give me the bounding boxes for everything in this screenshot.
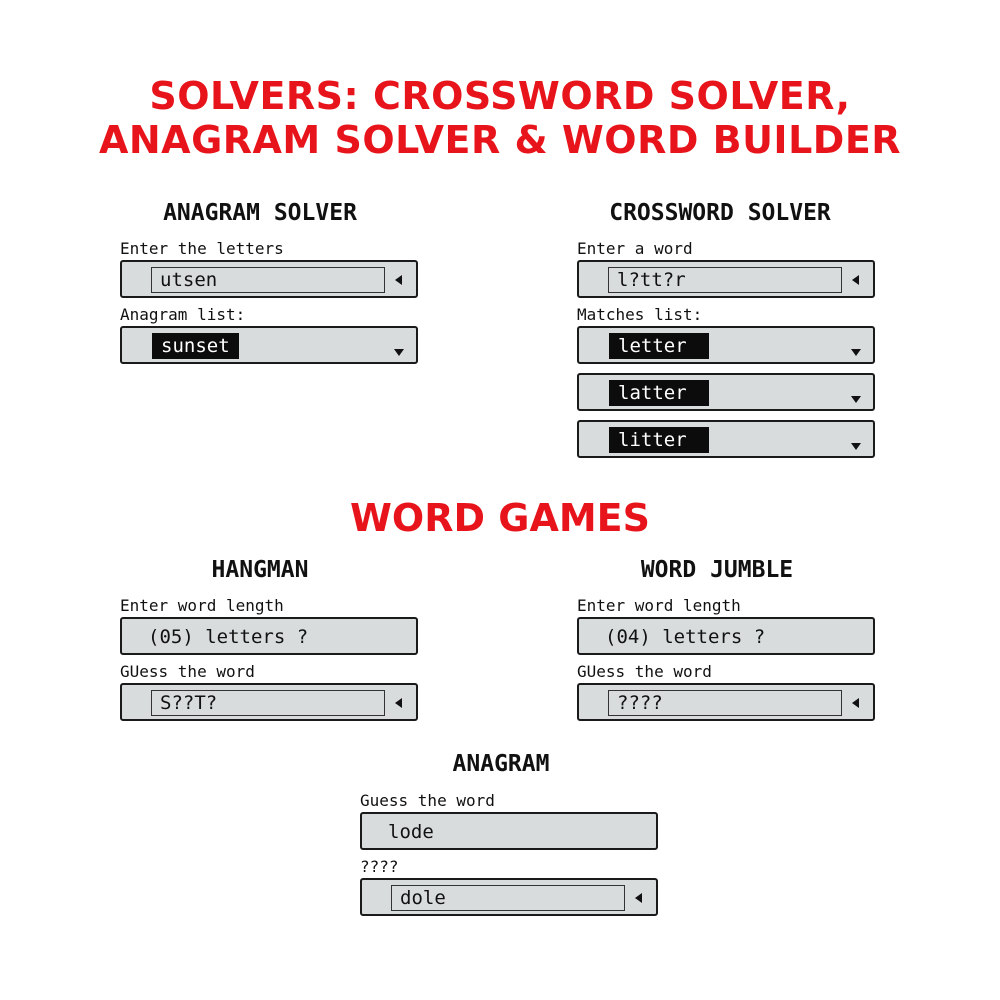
word-jumble-length-box (577, 617, 875, 655)
word-jumble-guess-input[interactable]: ???? (608, 690, 842, 716)
crossword-solver-title: CROSSWORD SOLVER (609, 200, 831, 226)
word-jumble-guess-box (577, 683, 875, 721)
hangman-length-box (120, 617, 418, 655)
chevron-down-icon[interactable] (851, 396, 861, 403)
anagram-game-guess-box (360, 812, 658, 850)
anagram-solver-title: ANAGRAM SOLVER (163, 200, 357, 226)
word-jumble-guess-label: GUess the word (577, 662, 712, 681)
match-result-item[interactable]: litter (609, 427, 709, 453)
hangman-guess-box (120, 683, 418, 721)
crossword-input-label: Enter a word (577, 239, 693, 258)
anagram-game-title: ANAGRAM (452, 751, 550, 777)
anagram-list-label: Anagram list: (120, 305, 246, 324)
arrow-left-icon[interactable] (395, 698, 402, 708)
matches-dropdown-1[interactable] (577, 326, 875, 364)
match-result-item[interactable]: letter (609, 333, 709, 359)
anagram-solver-input-label: Enter the letters (120, 239, 284, 258)
anagram-game-answer-label: ???? (360, 857, 399, 876)
word-jumble-length-value[interactable]: (04) letters ? (605, 626, 766, 648)
matches-dropdown-2[interactable] (577, 373, 875, 411)
matches-dropdown-3[interactable] (577, 420, 875, 458)
anagram-game-answer-input[interactable]: dole (391, 885, 625, 911)
chevron-down-icon[interactable] (851, 349, 861, 356)
arrow-left-icon[interactable] (635, 893, 642, 903)
matches-list-label: Matches list: (577, 305, 703, 324)
page-title (0, 74, 1000, 162)
anagram-game-guess-value[interactable]: lode (388, 821, 434, 843)
anagram-solver-input-box (120, 260, 418, 298)
hangman-length-label: Enter word length (120, 596, 284, 615)
anagram-letters-input[interactable]: utsen (151, 267, 385, 293)
word-games-title: WORD GAMES (350, 496, 650, 540)
arrow-left-icon[interactable] (852, 698, 859, 708)
word-jumble-title: WORD JUMBLE (640, 557, 794, 583)
anagram-result-item[interactable]: sunset (152, 333, 239, 359)
word-jumble-length-label: Enter word length (577, 596, 741, 615)
crossword-input-box (577, 260, 875, 298)
arrow-left-icon[interactable] (852, 275, 859, 285)
anagram-game-answer-box (360, 878, 658, 916)
hangman-title: HANGMAN (211, 557, 309, 583)
hangman-guess-label: GUess the word (120, 662, 255, 681)
crossword-word-input[interactable]: l?tt?r (608, 267, 842, 293)
page-title-line-1: SOLVERS: CROSSWORD SOLVER, (149, 74, 851, 118)
match-result-item[interactable]: latter (609, 380, 709, 406)
anagram-game-guess-label: Guess the word (360, 791, 495, 810)
hangman-length-value[interactable]: (05) letters ? (148, 626, 309, 648)
anagram-list-dropdown[interactable] (120, 326, 418, 364)
page-title-line-2: ANAGRAM SOLVER & WORD BUILDER (98, 118, 902, 162)
chevron-down-icon[interactable] (851, 443, 861, 450)
chevron-down-icon[interactable] (394, 349, 404, 356)
arrow-left-icon[interactable] (395, 275, 402, 285)
hangman-guess-input[interactable]: S??T? (151, 690, 385, 716)
